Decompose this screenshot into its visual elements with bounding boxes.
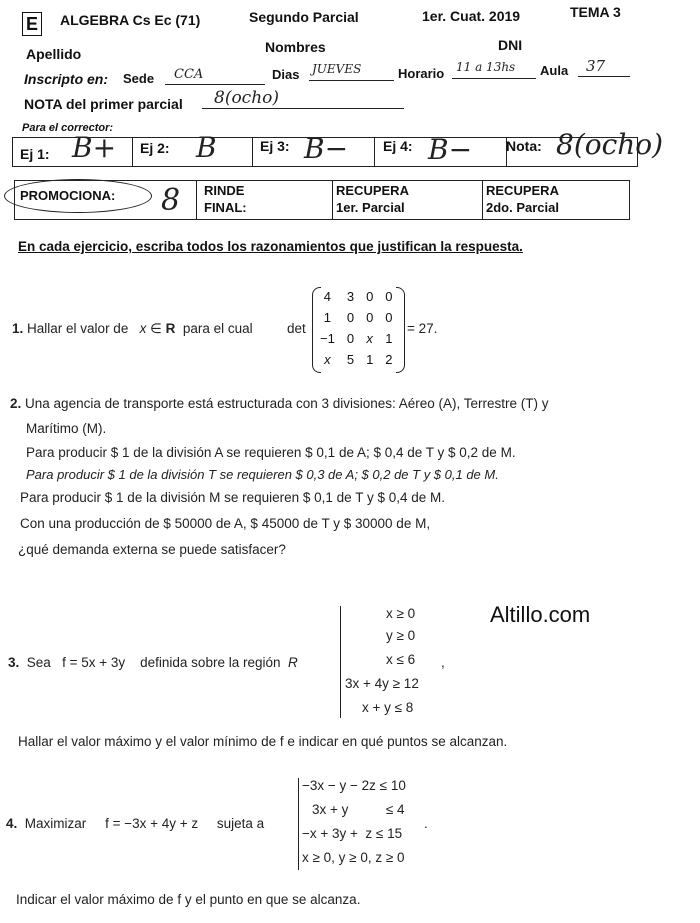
ex4-brace (298, 778, 299, 870)
matrix-cell: 1 (385, 331, 393, 346)
nota-final-value: 8(ocho) (556, 128, 664, 161)
matrix-cell: 0 (346, 331, 355, 346)
aula-value: 37 (586, 57, 606, 75)
aula-underline (578, 76, 630, 77)
ex3-region: R (288, 655, 298, 670)
ex4-text: Maximizar (24, 816, 87, 831)
matrix-cell: 0 (366, 289, 374, 304)
ex4-question: Indicar el valor máximo de f y el punto en que se alcanza. (16, 892, 361, 907)
ex1-det: det (287, 321, 306, 336)
matrix-cell: 4 (323, 289, 332, 304)
ex4-text2: sujeta a (216, 816, 265, 831)
ex3-constraint: x + y ≤ 8 (362, 700, 414, 715)
ex3-brace (340, 606, 341, 718)
ex2-line3: Para producir $ 1 de la división A se requieren $ 0,1 de A; $ 0,4 de T y $ 0,2 de M. (26, 445, 516, 460)
sede-value: CCA (174, 67, 204, 82)
course-title: ALGEBRA Cs Ec (71) (60, 12, 201, 28)
matrix-cell: x (324, 352, 331, 367)
ex1-set: R (165, 321, 176, 336)
matrix-cell: 1 (323, 310, 332, 325)
ex4-number: 4. (6, 816, 18, 831)
ex3-constraint: 3x + 4y ≥ 12 (345, 676, 419, 691)
ej3-label: Ej 3: (260, 138, 290, 154)
rec1-label-line1: RECUPERA (336, 183, 409, 198)
ex3-comma: , (441, 655, 445, 670)
ex3-question: Hallar el valor máximo y el valor mínimo de f e indicar en qué puntos se alcanzan. (18, 734, 508, 749)
nota-underline (202, 108, 404, 109)
ex4-dot: . (424, 816, 428, 831)
ex2-line1 (10, 396, 549, 411)
ex3-constraint: x ≥ 0 (386, 606, 416, 621)
aula-label: Aula (540, 63, 569, 78)
ex3-constraint: x ≤ 6 (386, 652, 416, 667)
ex4-constraint: −3x − y − 2z ≤ 10 (302, 778, 406, 793)
ej1-label: Ej 1: (20, 146, 50, 162)
ex4-constraint: 3x + y ≤ 4 (312, 802, 405, 817)
promociona-label: PROMOCIONA: (20, 188, 116, 203)
nota-final-label: Nota: (506, 138, 542, 154)
ex1-statement (12, 321, 253, 337)
ex3-statement (8, 655, 298, 670)
ex3-text2: definida sobre la región (140, 655, 281, 670)
nota-primer-parcial-value: 8(ocho) (214, 88, 280, 108)
ex4-constraint: −x + 3y + z ≤ 15 (302, 826, 403, 841)
ej2-grade: B (196, 131, 217, 164)
matrix-cell: 5 (346, 352, 355, 367)
horario-underline (452, 78, 536, 79)
ex3-text: Sea (26, 655, 51, 670)
dias-value: JUEVES (312, 62, 362, 76)
instruction: En cada ejercicio, escriba todos los razonamientos que justifican la respuesta. (18, 239, 523, 254)
apellido-label: Apellido (26, 46, 82, 62)
ex3-number: 3. (8, 655, 20, 670)
ex2-line1-text: Una agencia de transporte está estructurada con 3 divisiones: Aéreo (A), Terrestre (T) y (25, 396, 549, 411)
horario-value: 11 a 13hs (456, 60, 516, 74)
ex3-constraint: y ≥ 0 (386, 628, 416, 643)
ex2-line6: Con una producción de $ 50000 de A, $ 45000 de T y $ 30000 de M, (20, 516, 431, 531)
matrix-cell: −1 (320, 331, 335, 346)
matrix-cell: 2 (385, 352, 393, 367)
rec2-label-line2: 2do. Parcial (486, 200, 559, 215)
rec1-label-line2: 1er. Parcial (336, 200, 405, 215)
ex3-func: f = 5x + 3y (62, 655, 126, 670)
matrix-cell: 0 (346, 310, 355, 325)
sede-label: Sede (123, 71, 155, 86)
rec2-label-line1: RECUPERA (486, 183, 559, 198)
promociona-value: 8 (161, 183, 181, 218)
ex2-line7: ¿qué demanda externa se puede satisfacer? (18, 542, 286, 557)
matrix-table (314, 286, 399, 370)
rinde-label-line1: RINDE (204, 183, 245, 198)
matrix-cell: x (366, 331, 373, 346)
dni-label: DNI (498, 37, 523, 53)
ej2-label: Ej 2: (140, 140, 170, 156)
ej1-grade: B+ (72, 131, 117, 164)
inscripto-label: Inscripto en: (24, 71, 109, 87)
matrix-cell: 0 (385, 289, 393, 304)
nombres-label: Nombres (265, 39, 326, 55)
matrix-cell: 3 (346, 289, 355, 304)
ex1-result: = 27. (407, 321, 438, 336)
matrix-cell: 0 (366, 310, 374, 325)
rec1-label (336, 182, 409, 216)
matrix-row (314, 307, 399, 328)
matrix-cell: 0 (385, 310, 393, 325)
ex2-line5: Para producir $ 1 de la división M se requieren $ 0,1 de T y $ 0,4 de M. (20, 490, 445, 505)
horario-label: Horario (398, 66, 445, 81)
rinde-label (204, 182, 247, 216)
matrix-row (314, 328, 399, 349)
ej4-grade: B− (428, 133, 473, 166)
matrix-row (314, 286, 399, 307)
altillo-watermark: Altillo.com (490, 602, 591, 627)
dias-underline (309, 80, 394, 81)
ex1-number: 1. (12, 321, 24, 336)
ej4-label: Ej 4: (383, 138, 413, 154)
sede-underline (165, 84, 265, 85)
exam-period: 1er. Cuat. 2019 (422, 8, 521, 24)
ex2-line2: Marítimo (M). (26, 421, 107, 436)
dias-label: Dias (272, 67, 300, 82)
exam-title: Segundo Parcial (249, 9, 359, 25)
rec2-label (486, 182, 559, 216)
matrix-right-paren (396, 287, 405, 373)
tema-label: TEMA 3 (570, 4, 621, 20)
rinde-label-line2: FINAL: (204, 200, 247, 215)
ej3-grade: B− (304, 132, 349, 165)
matrix-cell: 1 (366, 352, 374, 367)
ex2-number: 2. (10, 396, 22, 411)
matrix-row (314, 349, 399, 370)
ex1-cond: x ∈ (139, 321, 162, 336)
exam-letter-box: E (22, 12, 42, 36)
corrector-label: Para el corrector: (22, 122, 114, 134)
ex1-text: Hallar el valor de (27, 321, 129, 336)
nota-primer-parcial-label: NOTA del primer parcial (24, 96, 183, 112)
ex1-text2: para el cual (182, 321, 253, 336)
ex4-statement (6, 816, 264, 831)
ex4-constraint: x ≥ 0, y ≥ 0, z ≥ 0 (302, 850, 405, 865)
ex1-matrix (314, 286, 399, 370)
ex2-line4: Para producir $ 1 de la división T se requieren $ 0,3 de A; $ 0,2 de T y $ 0,1 de M. (26, 467, 499, 482)
ex4-func: f = −3x + 4y + z (105, 816, 199, 831)
